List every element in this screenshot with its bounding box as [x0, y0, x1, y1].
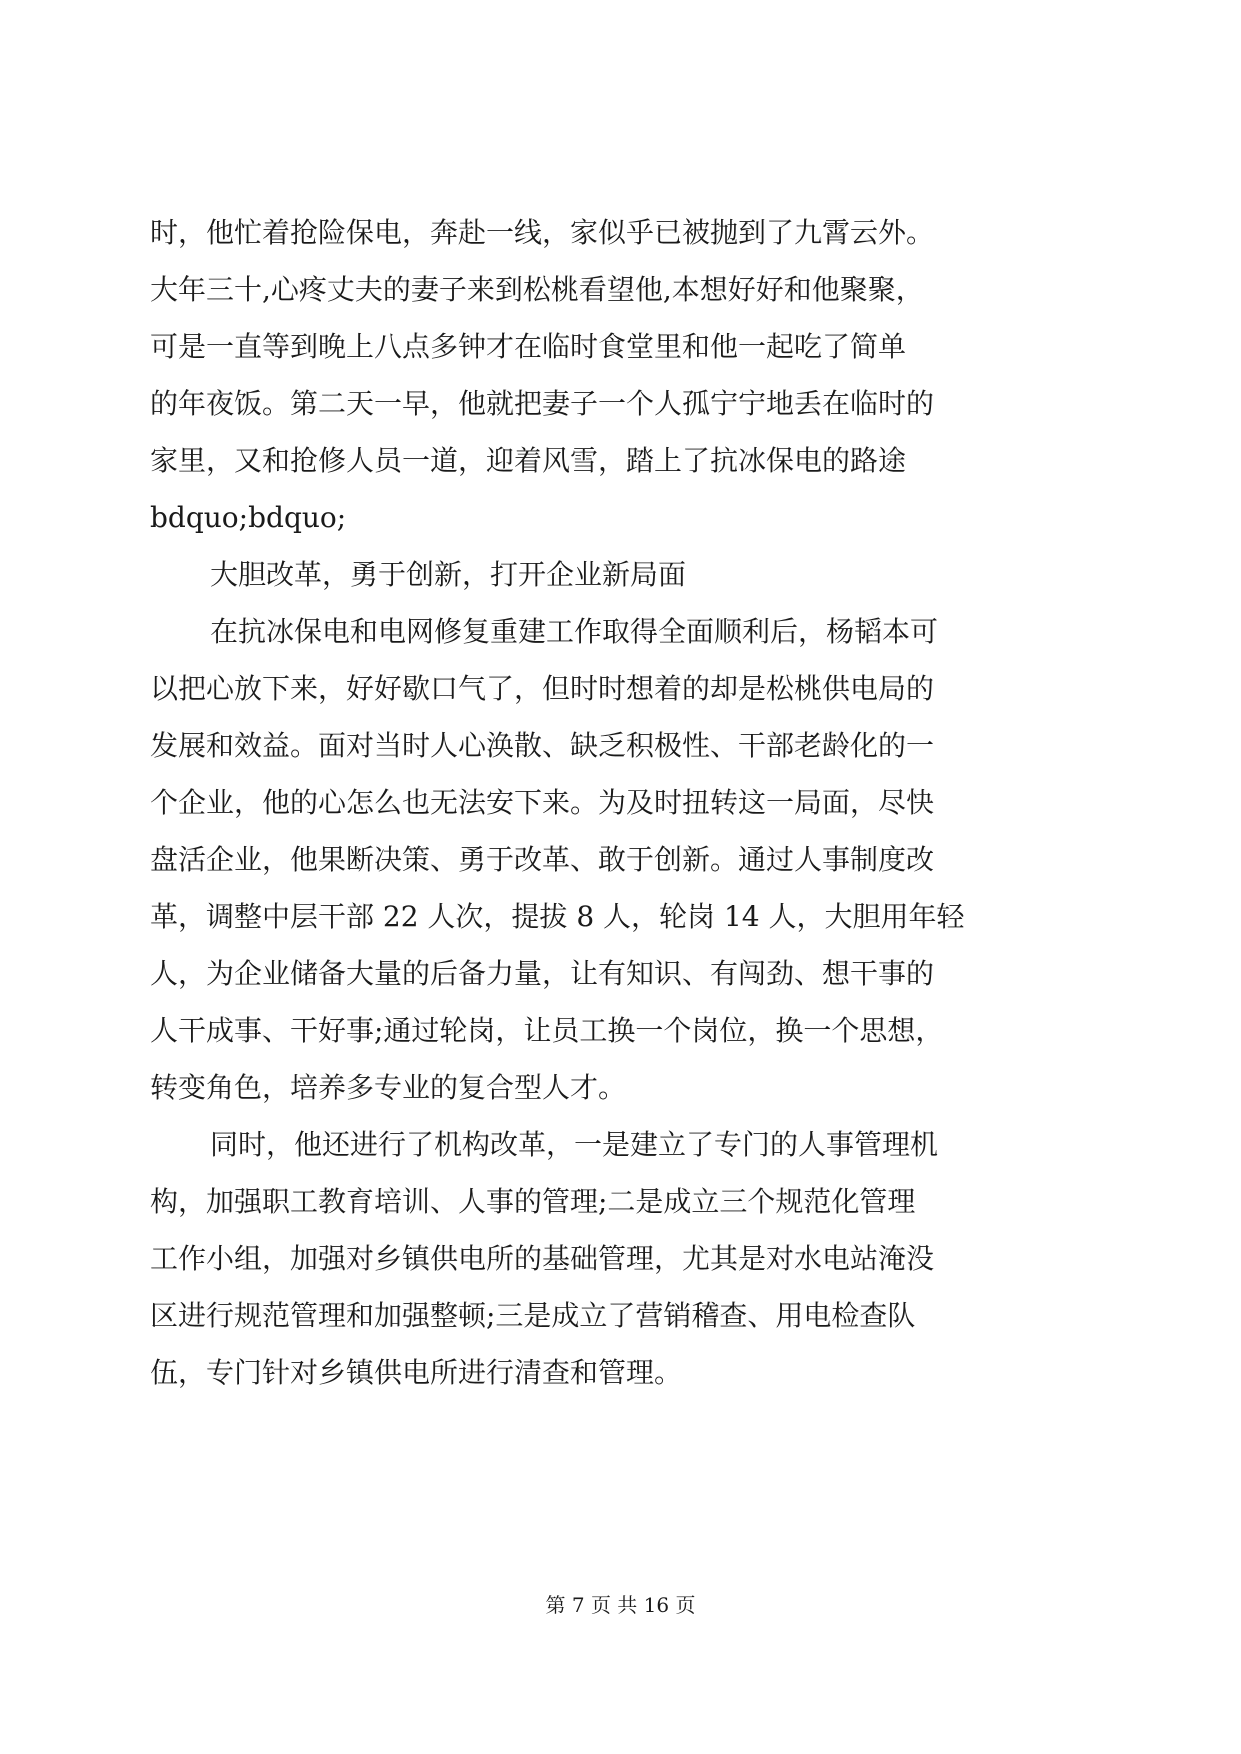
- line-text: 同时，他还进行了机构改革，一是建立了专门的人事管理机: [210, 1128, 939, 1161]
- line-text: 革，调整中层干部 22 人次，提拔 8 人，轮岗 14 人，大胆用年轻: [150, 900, 965, 933]
- line-text: 的年夜饭。第二天一早，他就把妻子一个人孤宁宁地丢在临时的: [150, 387, 935, 420]
- line-text: 人干成事、干好事;通过轮岗，让员工换一个岗位，换一个思想，: [150, 1014, 944, 1047]
- body-line-11: [0, 783, 1241, 823]
- body-line-12: [0, 840, 1241, 880]
- line-text: 区进行规范管理和加强整顿;三是成立了营销稽查、用电检查队: [150, 1299, 916, 1332]
- body-line-4: [0, 384, 1241, 424]
- line-text: 构，加强职工教育培训、人事的管理;二是成立三个规范化管理: [150, 1185, 916, 1218]
- section-heading: [0, 555, 1241, 595]
- body-line-21: [0, 1353, 1241, 1393]
- line-text: 可是一直等到晚上八点多钟才在临时食堂里和他一起吃了简单: [150, 330, 907, 363]
- line-text: 人，为企业储备大量的后备力量，让有知识、有闯劲、想干事的: [150, 957, 935, 990]
- body-line-14: [0, 954, 1241, 994]
- body-line-19: [0, 1239, 1241, 1279]
- body-line-16: [0, 1068, 1241, 1108]
- line-text: 在抗冰保电和电网修复重建工作取得全面顺利后，杨韬本可: [210, 615, 939, 648]
- body-line-10: [0, 726, 1241, 766]
- line-text: 时，他忙着抢险保电，奔赴一线，家似乎已被抛到了九霄云外。: [150, 216, 935, 249]
- page-footer: 第 7 页 共 16 页: [545, 1593, 696, 1617]
- body-line-5: [0, 441, 1241, 481]
- line-text: 个企业，他的心怎么也无法安下来。为及时扭转这一局面，尽快: [150, 786, 935, 819]
- body-line-8: [0, 612, 1241, 652]
- body-line-18: [0, 1182, 1241, 1222]
- heading-text: 大胆改革，勇于创新，打开企业新局面: [210, 558, 687, 591]
- line-text: 盘活企业，他果断决策、勇于改革、敢于创新。通过人事制度改: [150, 843, 935, 876]
- body-line-9: [0, 669, 1241, 709]
- body-line-20: [0, 1296, 1241, 1336]
- line-text: bdquo;bdquo;: [150, 501, 347, 534]
- line-text: 以把心放下来，好好歇口气了，但时时想着的却是松桃供电局的: [150, 672, 935, 705]
- line-text: 伍，专门针对乡镇供电所进行清查和管理。: [150, 1356, 683, 1389]
- body-line-15: [0, 1011, 1241, 1051]
- body-line-17: [0, 1125, 1241, 1165]
- body-line-13: [0, 897, 1241, 937]
- body-line-1: [0, 213, 1241, 253]
- line-text: 大年三十,心疼丈夫的妻子来到松桃看望他,本想好好和他聚聚，: [150, 273, 924, 306]
- line-text: 转变角色，培养多专业的复合型人才。: [150, 1071, 627, 1104]
- body-line-6: [0, 498, 1241, 538]
- body-line-2: [0, 270, 1241, 310]
- body-line-3: [0, 327, 1241, 367]
- line-text: 工作小组，加强对乡镇供电所的基础管理，尤其是对水电站淹没: [150, 1242, 935, 1275]
- line-text: 发展和效益。面对当时人心涣散、缺乏积极性、干部老龄化的一: [150, 729, 935, 762]
- line-text: 家里，又和抢修人员一道，迎着风雪，踏上了抗冰保电的路途: [150, 444, 907, 477]
